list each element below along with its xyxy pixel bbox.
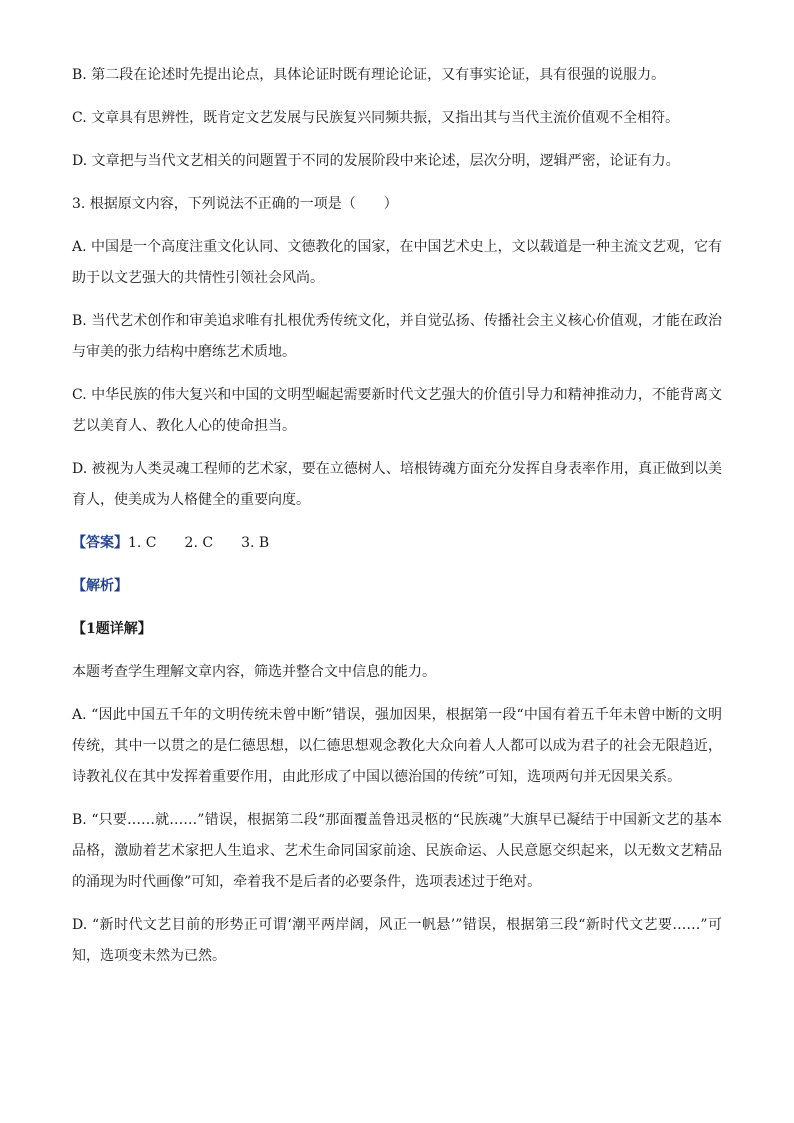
answer-1: 1. C [128, 535, 157, 551]
detail-intro: 本题考查学生理解文章内容，筛选并整合文中信息的能力。 [72, 664, 436, 680]
q2-option-c: C. 文章具有思辨性，既肯定文艺发展与民族复兴同频共振，又指出其与当代主流价值观不全相符。 [72, 110, 680, 126]
detail-item-d: D. “新时代文艺目前的形势正可谓‘潮平两岸阔，风正一帆悬’”错误，根据第三段“新时代文艺要……”可知，选项变未然为已然。 [72, 917, 722, 964]
q2-option-d: D. 文章把与当代文艺相关的问题置于不同的发展阶段中来论述，层次分明，逻辑严密，论证有力。 [72, 153, 680, 169]
q3-stem: 3. 根据原文内容，下列说法不正确的一项是（ ） [72, 196, 398, 212]
detail-item-a: A. “因此中国五千年的文明传统未曾中断”错误，强加因果，根据第一段“中国有着五千年未曾中断的文明传统，其中一以贯之的是仁德思想，以仁德思想观念教化大众向着人人都可以成为君子的社会无限趋近，诗教礼仪在其中发挥着重要作用，由此形成了中国以德治国的传统”可知，选项两句并无因果关系。 [72, 707, 722, 785]
analysis-label: 【解析】 [72, 578, 128, 594]
document-page [72, 60, 722, 984]
answer-label: 【答案】 [72, 535, 128, 551]
answer-line [72, 528, 722, 559]
detail-label: 【1题详解】 [72, 621, 152, 637]
answer-3: 3. B [241, 535, 270, 551]
q2-option-b: B. 第二段在论述时先提出论点，具体论证时既有理论论证，又有事实论证，具有很强的说服力。 [72, 67, 666, 83]
q3-option-b: B. 当代艺术创作和审美追求唯有扎根优秀传统文化，并自觉弘扬、传播社会主义核心价值观，才能在政治与审美的张力结构中磨练艺术质地。 [72, 313, 722, 360]
q3-option-c: C. 中华民族的伟大复兴和中国的文明型崛起需要新时代文艺强大的价值引导力和精神推动力，不能背离文艺以美育人、教化人心的使命担当。 [72, 387, 722, 434]
answer-2: 2. C [184, 535, 214, 551]
detail-item-b: B. “只要……就……”错误，根据第二段“那面覆盖鲁迅灵柩的“民族魂”大旗早已凝结于中国新文艺的基本品格，激励着艺术家把人生追求、艺术生命同国家前途、民族命运、人民意愿交织起来，以无数文艺精品的涌现为时代画像”可知，牵着我不是后者的必要条件，选项表述过于绝对。 [72, 812, 722, 890]
q3-option-d: D. 被视为人类灵魂工程师的艺术家，要在立德树人、培根铸魂方面充分发挥自身表率作用，真正做到以美育人，使美成为人格健全的重要向度。 [72, 461, 722, 508]
q3-option-a: A. 中国是一个高度注重文化认同、文德教化的国家，在中国艺术史上，文以载道是一种主流文艺观，它有助于以文艺强大的共情性引领社会风尚。 [72, 239, 722, 286]
